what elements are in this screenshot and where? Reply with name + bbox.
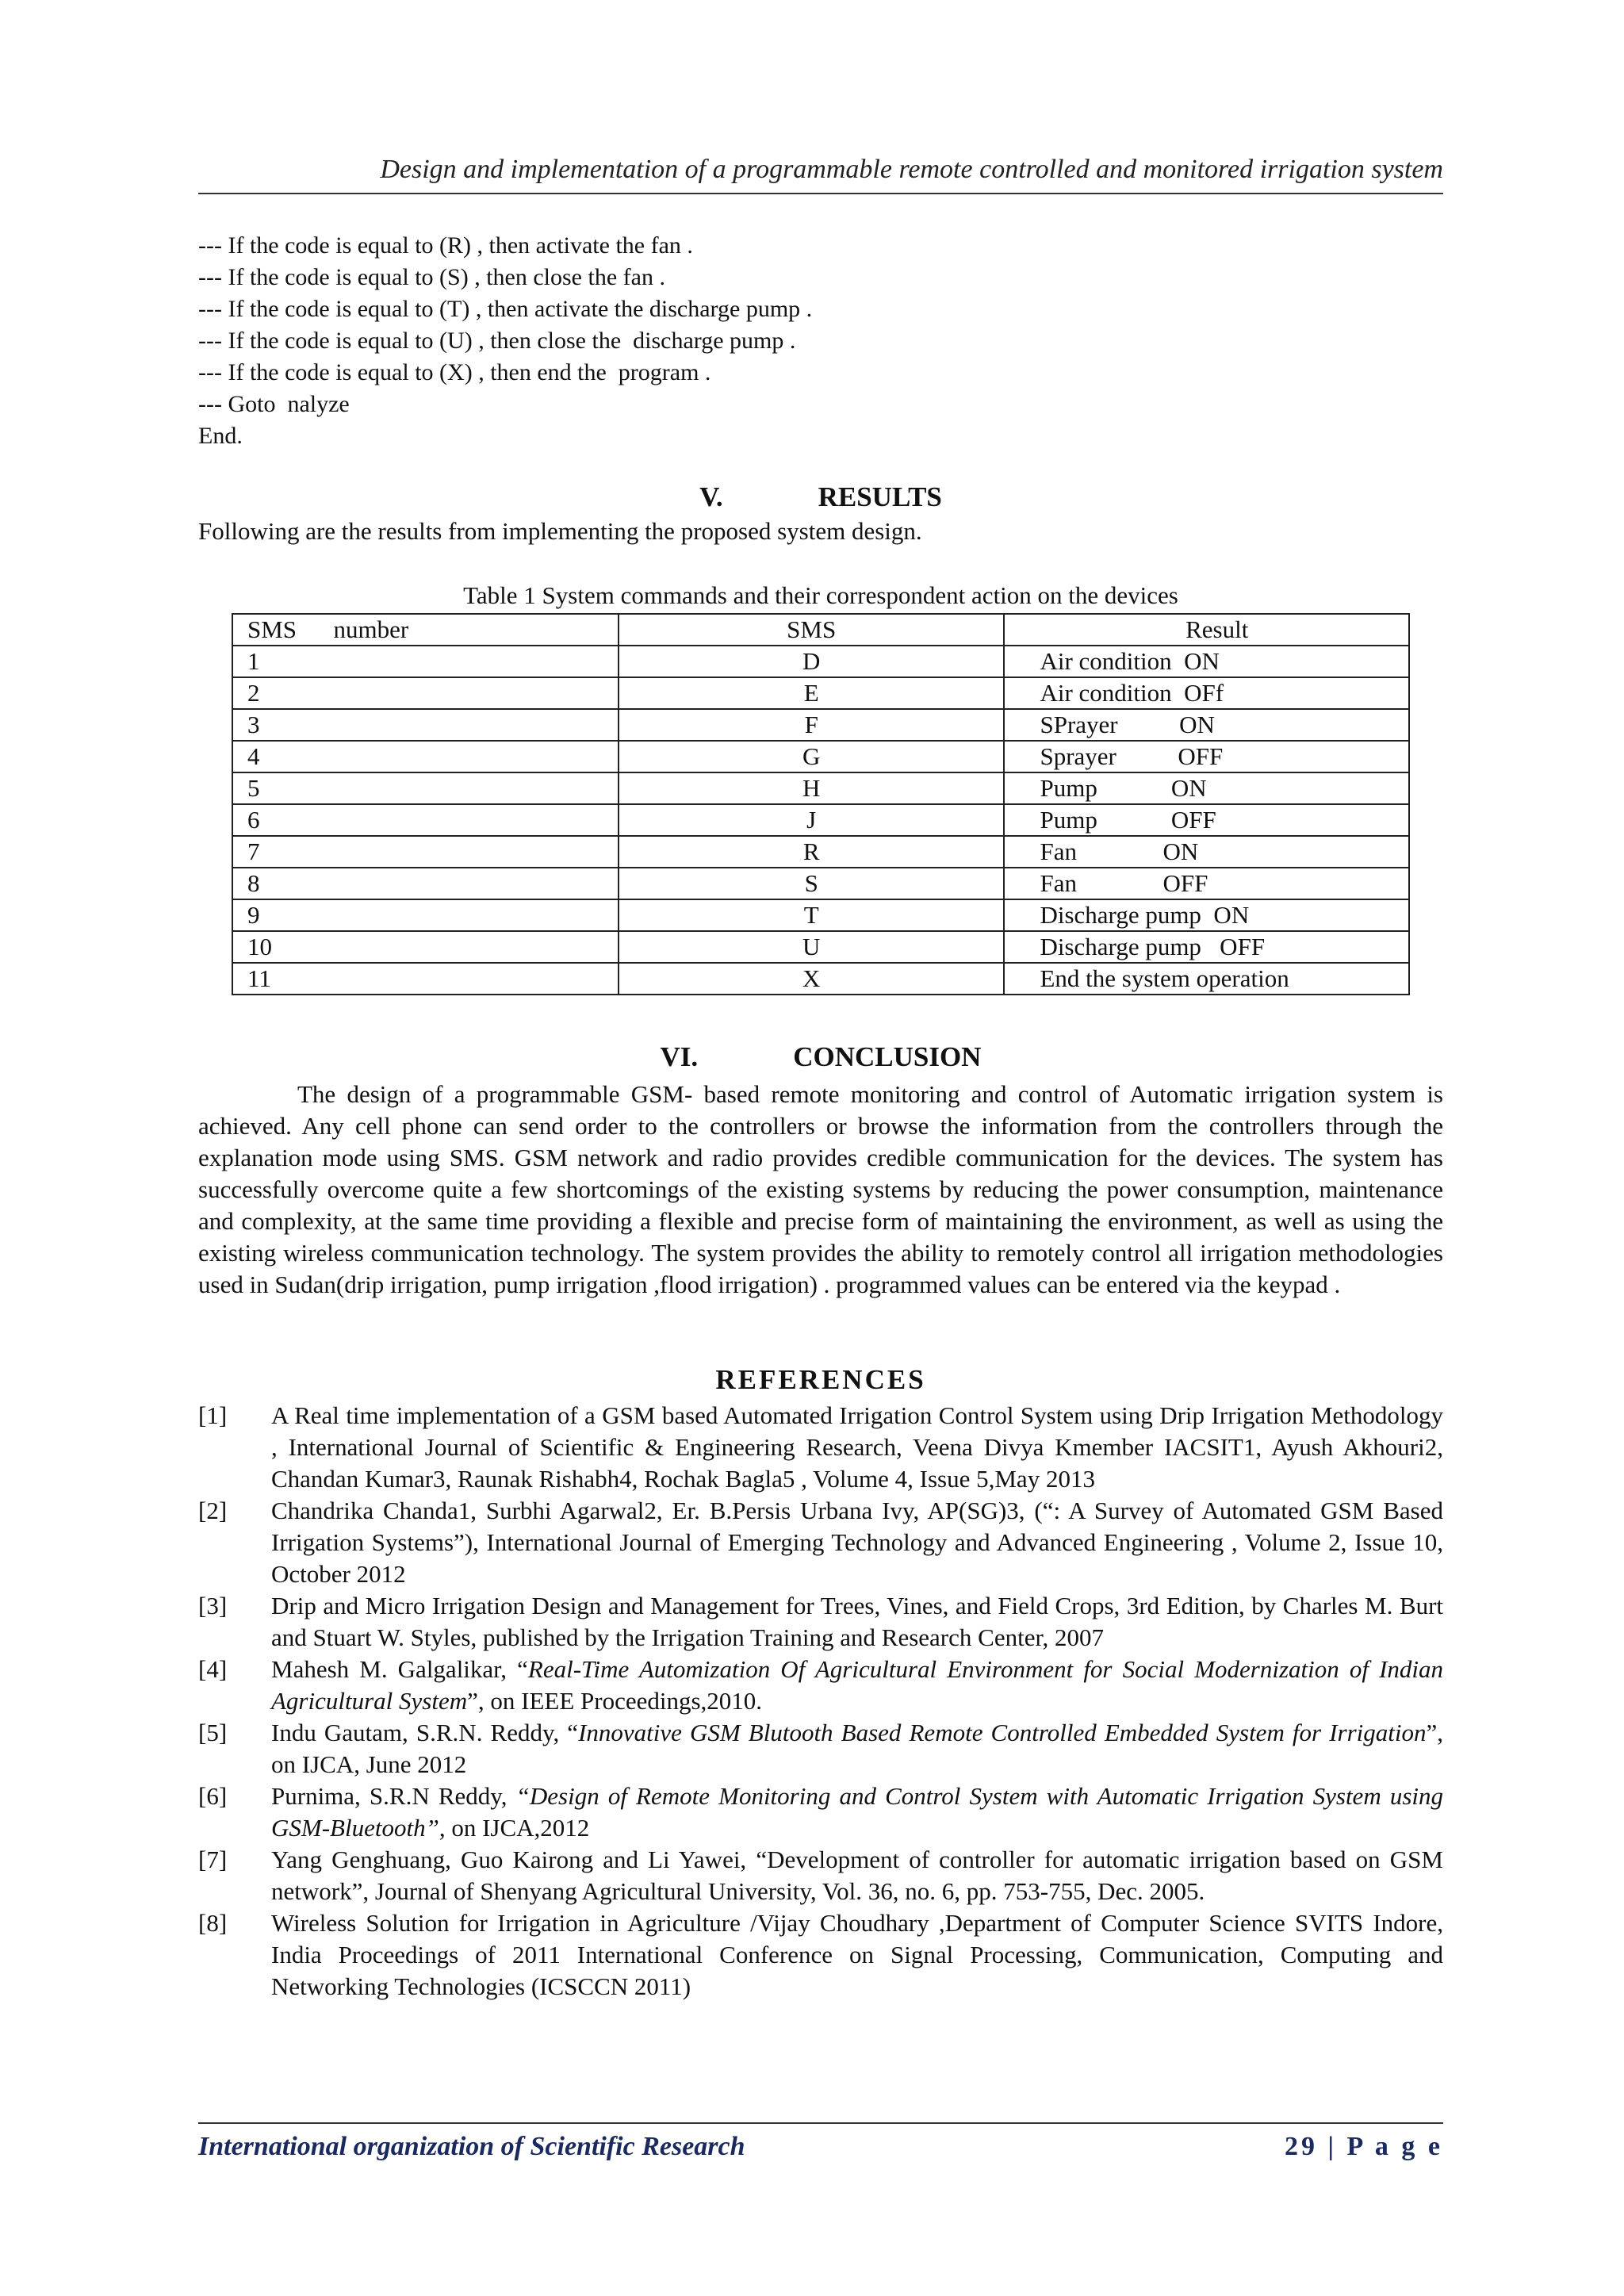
table-row xyxy=(232,868,1409,899)
cell-sms-number: 8 xyxy=(232,868,619,899)
table-row xyxy=(232,709,1409,741)
pseudocode-block xyxy=(198,230,812,452)
reference-item xyxy=(198,1907,1443,2003)
cell-result: SPrayer ON xyxy=(1004,709,1409,741)
cell-sms: J xyxy=(619,804,1005,836)
code-line: --- If the code is equal to (T) , then activate the discharge pump . xyxy=(198,296,813,322)
reference-text-part: ”, on IJCA, June 2012 xyxy=(271,1719,1443,1778)
table-caption: Table 1 System commands and their correspondent action on the devices xyxy=(463,581,1178,609)
cell-result: Fan OFF xyxy=(1004,868,1409,899)
cell-result: Discharge pump ON xyxy=(1004,899,1409,931)
cell-result: Pump OFF xyxy=(1004,804,1409,836)
commands-table xyxy=(232,613,1410,995)
reference-text xyxy=(271,1717,1443,1780)
running-header: Design and implementation of a programmable remote controlled and monitored irrigation system xyxy=(380,155,1443,184)
reference-text xyxy=(271,1495,1443,1590)
conclusion-heading xyxy=(198,1041,1443,1073)
table-row xyxy=(232,741,1409,772)
reference-item xyxy=(198,1400,1443,1495)
cell-result: Sprayer OFF xyxy=(1004,741,1409,772)
reference-text xyxy=(271,1654,1443,1717)
cell-sms: H xyxy=(619,772,1005,804)
cell-sms-number: 11 xyxy=(232,963,619,995)
table-row xyxy=(232,646,1409,677)
code-line: End. xyxy=(198,423,243,449)
header-sms-number: SMS number xyxy=(232,614,619,646)
reference-item xyxy=(198,1590,1443,1654)
header-result: Result xyxy=(1004,614,1409,646)
code-line: --- If the code is equal to (S) , then close the fan . xyxy=(198,264,665,290)
cell-sms-number: 7 xyxy=(232,836,619,868)
cell-sms: F xyxy=(619,709,1005,741)
cell-sms-number: 3 xyxy=(232,709,619,741)
section-title: RESULTS xyxy=(818,481,942,512)
cell-sms-number: 9 xyxy=(232,899,619,931)
section-title: CONCLUSION xyxy=(793,1041,982,1072)
reference-text xyxy=(271,1780,1443,1844)
cell-sms-number: 5 xyxy=(232,772,619,804)
header-sms: SMS xyxy=(619,614,1005,646)
table-row xyxy=(232,836,1409,868)
cell-sms: G xyxy=(619,741,1005,772)
reference-item xyxy=(198,1654,1443,1717)
results-intro: Following are the results from implementing the proposed system design. xyxy=(198,517,922,545)
reference-item xyxy=(198,1844,1443,1907)
reference-text xyxy=(271,1907,1443,2003)
reference-text xyxy=(271,1590,1443,1654)
reference-text-part: Purnima, S.R.N Reddy, xyxy=(271,1782,516,1810)
cell-result: End the system operation xyxy=(1004,963,1409,995)
reference-text-part: Wireless Solution for Irrigation in Agriculture /Vijay Choudhary ,Department of Computer Science SVITS Indore, India Proceedings of 2011 International Conference on Signal Processing, Communication, Computing and Networking Technologies (ICSCCN 2011) xyxy=(271,1909,1443,2000)
section-number: V. xyxy=(699,481,723,512)
reference-item xyxy=(198,1780,1443,1844)
cell-sms: S xyxy=(619,868,1005,899)
cell-sms-number: 4 xyxy=(232,741,619,772)
table-row xyxy=(232,804,1409,836)
cell-sms: T xyxy=(619,899,1005,931)
results-heading xyxy=(198,481,1443,513)
header-rule xyxy=(198,193,1443,194)
table-row xyxy=(232,931,1409,963)
reference-title-italic: “Design of Remote Monitoring and Control System with Automatic Irrigation System using GSM-Bluetooth” xyxy=(271,1782,1443,1842)
reference-number: [7] xyxy=(198,1846,228,1873)
cell-sms: D xyxy=(619,646,1005,677)
conclusion-paragraph: The design of a programmable GSM- based remote monitoring and control of Automatic irrigation system is achieved. Any cell phone can send order to the controllers or browse the information from the controllers through the explanation mode using SMS. GSM network and radio provides credible communication for the devices. The system has successfully overcome quite a few shortcomings of the existing systems by reducing the power consumption, maintenance and complexity, at the same time providing a flexible and precise form of maintaining the environment, as well as using the existing wireless communication technology. The system provides the ability to remotely control all irrigation methodologies used in Sudan(drip irrigation, pump irrigation ,flood irrigation) . programmed values can be entered via the keypad . xyxy=(198,1080,1443,1298)
cell-sms: R xyxy=(619,836,1005,868)
code-line: --- If the code is equal to (X) , then end the program . xyxy=(198,359,711,385)
cell-sms: E xyxy=(619,677,1005,709)
reference-number: [4] xyxy=(198,1655,228,1683)
reference-number: [6] xyxy=(198,1782,228,1810)
cell-sms: X xyxy=(619,963,1005,995)
table-header-row xyxy=(232,614,1409,646)
reference-item xyxy=(198,1717,1443,1780)
cell-result: Air condition ON xyxy=(1004,646,1409,677)
reference-item xyxy=(198,1495,1443,1590)
footer-organization: International organization of Scientific Research xyxy=(198,2132,745,2161)
code-line: --- Goto nalyze xyxy=(198,391,350,417)
reference-number: [2] xyxy=(198,1497,228,1524)
references-heading: REFERENCES xyxy=(715,1364,926,1395)
cell-result: Air condition OFf xyxy=(1004,677,1409,709)
table-row xyxy=(232,899,1409,931)
footer-page-number: 29 | P a g e xyxy=(1285,2132,1443,2161)
section-number: VI. xyxy=(660,1041,699,1072)
reference-text-part: A Real time implementation of a GSM based Automated Irrigation Control System using Drip Irrigation Methodology , International Journal of Scientific & Engineering Research, Veena Divya Kmember IACSIT1, Ayush Akhouri2, Chandan Kumar3, Raunak Rishabh4, Rochak Bagla5 , Volume 4, Issue 5,May 2013 xyxy=(271,1401,1443,1493)
reference-number: [8] xyxy=(198,1909,228,1937)
code-line: --- If the code is equal to (R) , then activate the fan . xyxy=(198,232,693,259)
table-row xyxy=(232,772,1409,804)
reference-text-part: Drip and Micro Irrigation Design and Management for Trees, Vines, and Field Crops, 3rd Edition, by Charles M. Burt and Stuart W. Styles, published by the Irrigation Training and Research Center, 2007 xyxy=(271,1592,1443,1651)
code-line: --- If the code is equal to (U) , then close the discharge pump . xyxy=(198,328,796,354)
cell-sms: U xyxy=(619,931,1005,963)
reference-title-italic: Real-Time Automization Of Agricultural Environment for Social Modernization of Indian Agricultural System xyxy=(271,1655,1444,1715)
reference-text xyxy=(271,1844,1443,1907)
footer-rule xyxy=(198,2122,1443,2124)
reference-title-italic: Innovative GSM Blutooth Based Remote Controlled Embedded System for Irrigation xyxy=(578,1719,1427,1746)
cell-sms-number: 1 xyxy=(232,646,619,677)
reference-number: [3] xyxy=(198,1592,228,1619)
cell-sms-number: 10 xyxy=(232,931,619,963)
table-row xyxy=(232,677,1409,709)
reference-text-part: ”, on IEEE Proceedings,2010. xyxy=(467,1687,763,1715)
reference-text-part: Chandrika Chanda1, Surbhi Agarwal2, Er. B.Persis Urbana Ivy, AP(SG)3, (“: A Survey of Automated GSM Based Irrigation Systems”), International Journal of Emerging Technology and Advanced Engineering , Volume 2, Issue 10, October 2012 xyxy=(271,1497,1443,1588)
cell-result: Pump ON xyxy=(1004,772,1409,804)
references-list xyxy=(198,1400,1443,2003)
reference-text-part: , on IJCA,2012 xyxy=(439,1814,590,1842)
reference-text-part: Mahesh M. Galgalikar, “ xyxy=(271,1655,528,1683)
reference-number: [5] xyxy=(198,1719,228,1746)
reference-text xyxy=(271,1400,1443,1495)
cell-result: Discharge pump OFF xyxy=(1004,931,1409,963)
reference-text-part: Yang Genghuang, Guo Kairong and Li Yawei, “Development of controller for automatic irrigation based on GSM network”, Journal of Shenyang Agricultural University, Vol. 36, no. 6, pp. 753-755, Dec. 2005. xyxy=(271,1846,1443,1905)
cell-result: Fan ON xyxy=(1004,836,1409,868)
reference-text-part: Indu Gautam, S.R.N. Reddy, “ xyxy=(271,1719,579,1746)
reference-number: [1] xyxy=(198,1401,228,1429)
table-row xyxy=(232,963,1409,995)
cell-sms-number: 6 xyxy=(232,804,619,836)
cell-sms-number: 2 xyxy=(232,677,619,709)
